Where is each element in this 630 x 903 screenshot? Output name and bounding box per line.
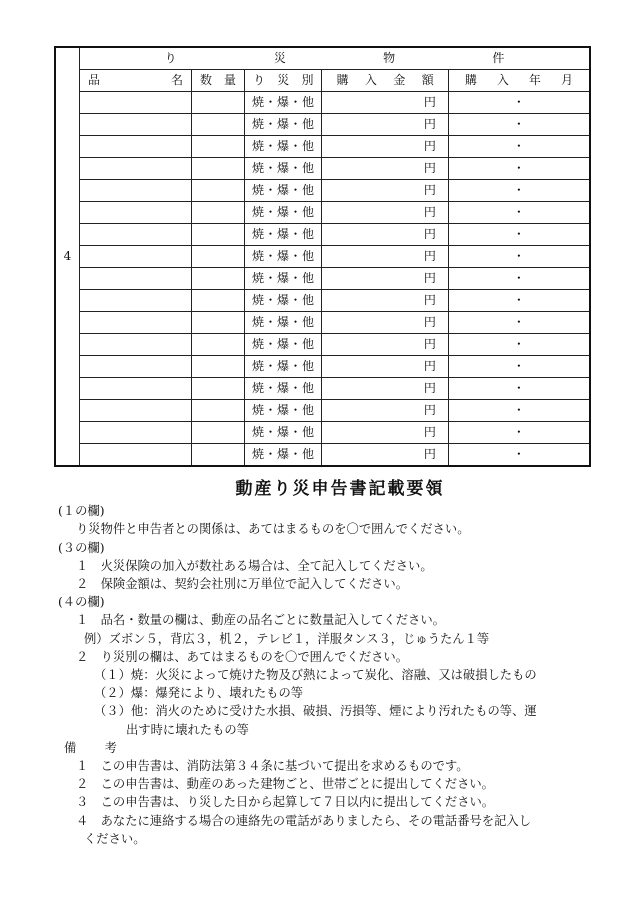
quantity-cell[interactable] xyxy=(192,290,245,312)
section-heading: (１の欄) xyxy=(58,504,105,519)
purchase-amount-cell[interactable]: 円 xyxy=(322,444,448,467)
purchase-date-cell[interactable]: ・ xyxy=(448,158,590,180)
purchase-amount-cell[interactable]: 円 xyxy=(322,422,448,444)
damage-type-cell[interactable]: 焼・爆・他 xyxy=(245,290,322,312)
purchase-amount-cell[interactable]: 円 xyxy=(322,202,448,224)
table-row xyxy=(55,400,590,422)
instruction-line: り災物件と申告者との関係は、あてはまるものを〇で囲んでください。 xyxy=(76,522,470,537)
table-row xyxy=(55,114,590,136)
item-name-cell[interactable] xyxy=(79,268,191,290)
purchase-date-cell[interactable]: ・ xyxy=(448,312,590,334)
table-row xyxy=(55,378,590,400)
purchase-date-cell[interactable]: ・ xyxy=(448,136,590,158)
item-name-cell[interactable] xyxy=(79,202,191,224)
purchase-date-cell[interactable]: ・ xyxy=(448,268,590,290)
group-header-char: 件 xyxy=(492,51,505,65)
quantity-cell[interactable] xyxy=(192,114,245,136)
instruction-example: 例）ズボン５，背広３，机２，テレビ１，洋服タンス３，じゅうたん１等 xyxy=(84,631,490,646)
group-header-char: 災 xyxy=(273,51,286,65)
purchase-date-cell[interactable]: ・ xyxy=(448,202,590,224)
damage-type-cell[interactable]: 焼・爆・他 xyxy=(245,334,322,356)
damage-type-cell[interactable]: 焼・爆・他 xyxy=(245,180,322,202)
purchase-amount-cell[interactable]: 円 xyxy=(322,378,448,400)
purchase-amount-cell[interactable]: 円 xyxy=(322,158,448,180)
instruction-subitem: （３）他：消火のために受けた水損、破損、汚損等、煙により汚れたもの等、運 xyxy=(94,704,537,719)
instruction-line: ２ 保険金額は、契約会社別に万単位で記入してください。 xyxy=(76,577,409,592)
instructions xyxy=(58,480,598,848)
table-row xyxy=(55,290,590,312)
purchase-amount-cell[interactable]: 円 xyxy=(322,136,448,158)
purchase-date-cell[interactable]: ・ xyxy=(448,444,590,467)
instructions-title: 動産り災申告書記載要領 xyxy=(235,479,445,499)
damage-type-cell[interactable]: 焼・爆・他 xyxy=(245,202,322,224)
quantity-cell[interactable] xyxy=(192,158,245,180)
purchase-amount-cell[interactable]: 円 xyxy=(322,224,448,246)
purchase-date-cell[interactable]: ・ xyxy=(448,92,590,114)
purchase-amount-cell[interactable]: 円 xyxy=(322,114,448,136)
damage-type-cell[interactable]: 焼・爆・他 xyxy=(245,136,322,158)
damage-type-cell[interactable]: 焼・爆・他 xyxy=(245,224,322,246)
table-row xyxy=(55,422,590,444)
group-header-char: り xyxy=(164,51,177,65)
item-name-cell[interactable] xyxy=(79,114,191,136)
quantity-cell[interactable] xyxy=(192,356,245,378)
damage-type-cell[interactable]: 焼・爆・他 xyxy=(245,422,322,444)
item-name-cell[interactable] xyxy=(79,136,191,158)
item-name-cell[interactable] xyxy=(79,312,191,334)
quantity-cell[interactable] xyxy=(192,312,245,334)
quantity-cell[interactable] xyxy=(192,180,245,202)
quantity-cell[interactable] xyxy=(192,246,245,268)
purchase-amount-cell[interactable]: 円 xyxy=(322,290,448,312)
item-name-cell[interactable] xyxy=(79,422,191,444)
damaged-property-table xyxy=(54,46,591,467)
table-row xyxy=(55,356,590,378)
purchase-amount-cell[interactable]: 円 xyxy=(322,180,448,202)
table-row xyxy=(55,312,590,334)
remark-line: ３ この申告書は、り災した日から起算して７日以内に提出してください。 xyxy=(76,795,495,810)
quantity-cell[interactable] xyxy=(192,224,245,246)
purchase-date-cell[interactable]: ・ xyxy=(448,400,590,422)
table-row xyxy=(55,224,590,246)
col-header-amount: 購 入 金 額 xyxy=(322,70,448,92)
item-name-cell[interactable] xyxy=(79,356,191,378)
damage-type-cell[interactable]: 焼・爆・他 xyxy=(245,92,322,114)
quantity-cell[interactable] xyxy=(192,136,245,158)
damage-type-cell[interactable]: 焼・爆・他 xyxy=(245,400,322,422)
item-name-cell[interactable] xyxy=(79,290,191,312)
purchase-date-cell[interactable]: ・ xyxy=(448,246,590,268)
purchase-amount-cell[interactable]: 円 xyxy=(322,312,448,334)
table-row xyxy=(55,246,590,268)
section-heading: (３の欄) xyxy=(58,540,105,555)
instruction-subitem: （２）爆：爆発により、壊れたもの等 xyxy=(94,686,304,701)
item-name-cell[interactable] xyxy=(79,378,191,400)
damage-type-cell[interactable]: 焼・爆・他 xyxy=(245,114,322,136)
table-row xyxy=(55,158,590,180)
remarks-heading: 備 考 xyxy=(64,740,125,755)
table-row xyxy=(55,202,590,224)
purchase-amount-cell[interactable]: 円 xyxy=(322,246,448,268)
instruction-subitem-cont: 出す時に壊れたもの等 xyxy=(126,722,249,737)
damage-type-cell[interactable]: 焼・爆・他 xyxy=(245,158,322,180)
purchase-amount-cell[interactable]: 円 xyxy=(322,356,448,378)
quantity-cell[interactable] xyxy=(192,444,245,467)
item-name-cell[interactable] xyxy=(79,180,191,202)
quantity-cell[interactable] xyxy=(192,378,245,400)
table-row xyxy=(55,92,590,114)
purchase-date-cell[interactable]: ・ xyxy=(448,356,590,378)
remark-line: ２ この申告書は、動産のあった建物ごと、世帯ごとに提出してください。 xyxy=(76,777,494,792)
group-header-char: 物 xyxy=(383,51,396,65)
damage-type-cell[interactable]: 焼・爆・他 xyxy=(245,268,322,290)
column-header-row xyxy=(55,70,590,92)
table-row xyxy=(55,180,590,202)
instruction-line: １ 品名・数量の欄は、動産の品名ごとに数量記入してください。 xyxy=(76,613,445,628)
item-name-cell[interactable] xyxy=(79,334,191,356)
quantity-cell[interactable] xyxy=(192,268,245,290)
quantity-cell[interactable] xyxy=(192,334,245,356)
purchase-date-cell[interactable]: ・ xyxy=(448,422,590,444)
quantity-cell[interactable] xyxy=(192,92,245,114)
purchase-date-cell[interactable]: ・ xyxy=(448,114,590,136)
purchase-amount-cell[interactable]: 円 xyxy=(322,92,448,114)
item-name-cell[interactable] xyxy=(79,400,191,422)
item-name-cell[interactable] xyxy=(79,158,191,180)
col-header-name: 品 名 xyxy=(79,70,191,92)
damage-type-cell[interactable]: 焼・爆・他 xyxy=(245,356,322,378)
col-header-date: 購 入 年 月 xyxy=(448,70,590,92)
damage-type-cell[interactable]: 焼・爆・他 xyxy=(245,312,322,334)
item-name-cell[interactable] xyxy=(79,92,191,114)
purchase-date-cell[interactable]: ・ xyxy=(448,224,590,246)
table-row xyxy=(55,334,590,356)
remark-line-cont: ください。 xyxy=(84,831,146,846)
table-row xyxy=(55,136,590,158)
purchase-date-cell[interactable]: ・ xyxy=(448,180,590,202)
instruction-line: １ 火災保険の加入が数社ある場合は、全て記入してください。 xyxy=(76,558,433,573)
col-header-type: り 災 別 xyxy=(245,70,322,92)
quantity-cell[interactable] xyxy=(192,422,245,444)
group-header xyxy=(79,47,590,70)
remark-line: １ この申告書は、消防法第３４条に基づいて提出を求めるものです。 xyxy=(76,759,469,774)
table-row xyxy=(55,268,590,290)
quantity-cell[interactable] xyxy=(192,202,245,224)
col-header-qty: 数 量 xyxy=(192,70,245,92)
damage-type-cell[interactable]: 焼・爆・他 xyxy=(245,246,322,268)
property-table-section xyxy=(54,46,591,467)
purchase-amount-cell[interactable]: 円 xyxy=(322,334,448,356)
purchase-date-cell[interactable]: ・ xyxy=(448,290,590,312)
purchase-amount-cell[interactable]: 円 xyxy=(322,400,448,422)
section-heading: (４の欄) xyxy=(58,595,105,610)
damage-type-cell[interactable]: 焼・爆・他 xyxy=(245,444,322,467)
purchase-date-cell[interactable]: ・ xyxy=(448,378,590,400)
purchase-amount-cell[interactable]: 円 xyxy=(322,268,448,290)
item-name-cell[interactable] xyxy=(79,224,191,246)
item-name-cell[interactable] xyxy=(79,246,191,268)
quantity-cell[interactable] xyxy=(192,400,245,422)
group-header-row xyxy=(55,47,590,70)
table-row xyxy=(55,444,590,467)
remark-line: ４ あなたに連絡する場合の連絡先の電話がありましたら、その電話番号を記入し xyxy=(76,813,531,828)
item-name-cell[interactable] xyxy=(79,444,191,467)
instruction-subitem: （１）焼：火災によって焼けた物及び熱によって炭化、溶融、又は破損したもの xyxy=(94,668,537,683)
damage-type-cell[interactable]: 焼・爆・他 xyxy=(245,378,322,400)
section-number: 4 xyxy=(55,47,79,466)
instruction-line: ２ り災別の欄は、あてはまるものを〇で囲んでください。 xyxy=(76,649,409,664)
purchase-date-cell[interactable]: ・ xyxy=(448,334,590,356)
